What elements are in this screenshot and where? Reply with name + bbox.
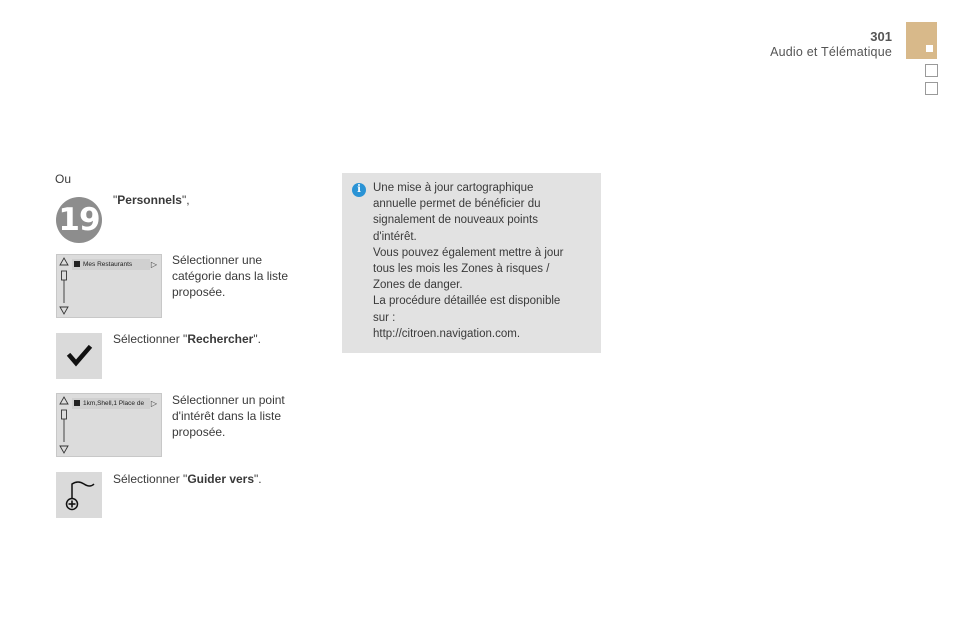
info-line: Vous pouvez également mettre à jour — [373, 246, 564, 259]
list-item-label: 1km,Shell,1 Place de — [83, 400, 145, 407]
poi-icon — [74, 400, 80, 406]
step-select-poi — [172, 392, 285, 440]
quote-close: ", — [181, 193, 190, 207]
personnels-label: Personnels — [117, 193, 182, 207]
step-guider-vers — [113, 471, 262, 487]
list-item-banner — [72, 259, 150, 270]
scroll-arrows-icon — [59, 396, 69, 454]
text-line: catégorie dans la liste — [172, 269, 289, 283]
chapter-tab-empty-1 — [925, 64, 938, 77]
info-line: sur : — [373, 311, 396, 324]
category-icon — [74, 261, 80, 267]
scroll-arrows-icon — [59, 257, 69, 315]
info-line: Une mise à jour cartographique — [373, 182, 534, 194]
list-item-banner — [72, 398, 150, 409]
info-line: annuelle permet de bénéficier du — [373, 198, 541, 211]
info-line: signalement de nouveaux points — [373, 214, 538, 227]
info-note-text — [373, 180, 593, 342]
text-suffix: ". — [253, 332, 261, 346]
text-line: Sélectionner un point — [172, 393, 285, 407]
screen-poi-list — [56, 393, 162, 457]
step-number-badge — [56, 197, 102, 243]
play-arrow-icon: ▷ — [150, 399, 157, 408]
text-line: Sélectionner une — [172, 253, 263, 267]
info-line: La procédure détaillée est disponible — [373, 295, 561, 308]
guide-flag-icon — [56, 472, 102, 518]
quote-open: " — [113, 193, 118, 207]
tab-marker — [926, 45, 933, 52]
page-number: 301 — [870, 29, 892, 44]
screen-mes-restaurants — [56, 254, 162, 318]
ou-label: Ou — [55, 172, 72, 186]
step-number: 19 — [58, 202, 100, 238]
text-line: d'intérêt dans la liste — [172, 409, 282, 423]
check-button-image — [56, 333, 102, 379]
chapter-tab — [906, 22, 937, 59]
info-line: tous les mois les Zones à risques / — [373, 263, 550, 276]
play-arrow-icon: ▷ — [150, 260, 157, 269]
check-icon — [56, 333, 102, 379]
guider-vers-label: Guider vers — [187, 472, 255, 486]
text-prefix: Sélectionner " — [113, 332, 188, 346]
info-note-box — [342, 173, 601, 353]
text-line: proposée. — [172, 285, 226, 299]
step-personnels — [113, 192, 190, 208]
list-item-label: Mes Restaurants — [83, 261, 133, 268]
step-rechercher — [113, 331, 261, 347]
rechercher-label: Rechercher — [187, 332, 254, 346]
text-prefix: Sélectionner " — [113, 472, 188, 486]
text-suffix: ". — [254, 472, 262, 486]
info-link[interactable]: http://citroen.navigation.com. — [373, 327, 521, 340]
info-icon: i — [352, 183, 366, 197]
text-line: proposée. — [172, 425, 226, 439]
guide-button-image — [56, 472, 102, 518]
info-line: d'intérêt. — [373, 230, 417, 243]
section-title: Audio et Télématique — [770, 45, 892, 59]
step-select-category — [172, 252, 288, 300]
chapter-tab-empty-2 — [925, 82, 938, 95]
info-line: Zones de danger. — [373, 279, 463, 292]
